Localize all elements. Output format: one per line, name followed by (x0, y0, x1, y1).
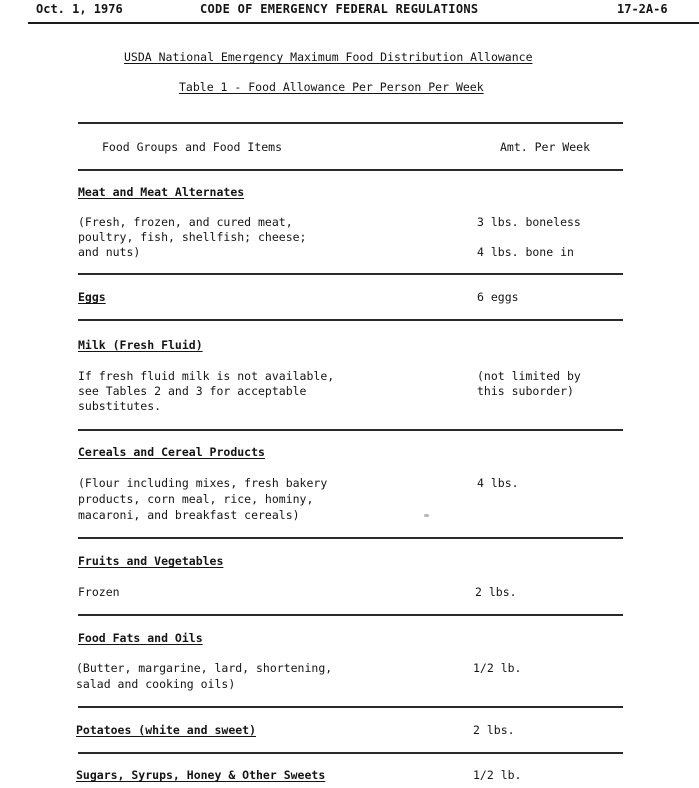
category-eggs: Eggs (78, 290, 106, 304)
column-header-food-groups: Food Groups and Food Items (102, 140, 283, 154)
header-date: Oct. 1, 1976 (36, 2, 123, 16)
potatoes-amount: 2 lbs. (473, 723, 515, 737)
category-milk: Milk (Fresh Fluid) (78, 338, 203, 352)
category-cereals: Cereals and Cereal Products (78, 445, 265, 459)
milk-desc-line-2: see Tables 2 and 3 for acceptable (78, 384, 307, 398)
row-rule (78, 706, 623, 708)
fats-desc-line-1: (Butter, margarine, lard, shortening, (76, 661, 333, 675)
row-rule (78, 319, 623, 321)
cereals-desc-line-3: macaroni, and breakfast cereals) (78, 508, 300, 522)
milk-amount-line-2: this suborder) (477, 384, 574, 398)
fats-desc-line-2: salad and cooking oils) (76, 677, 236, 691)
category-meat: Meat and Meat Alternates (78, 185, 245, 199)
document-title: USDA National Emergency Maximum Food Distribution Allowance (124, 50, 533, 64)
meat-desc-line-2: poultry, fish, shellfish; cheese; (78, 230, 307, 244)
paper-smudge (424, 514, 429, 517)
column-header-amount: Amt. Per Week (500, 140, 591, 154)
column-header-rule (78, 169, 623, 171)
meat-desc-line-1: (Fresh, frozen, and cured meat, (78, 215, 293, 229)
category-fats-oils: Food Fats and Oils (78, 631, 203, 645)
milk-desc-line-1: If fresh fluid milk is not available, (78, 369, 335, 383)
header-rule (28, 22, 699, 24)
category-fruits-vegetables: Fruits and Vegetables (78, 554, 224, 568)
sugars-amount: 1/2 lb. (473, 768, 522, 782)
cereals-desc-line-1: (Flour including mixes, fresh bakery (78, 476, 328, 490)
table-top-rule (78, 122, 623, 124)
meat-amount-bone-in: 4 lbs. bone in (477, 245, 574, 259)
row-rule (78, 429, 623, 431)
row-rule (78, 273, 623, 275)
row-rule (78, 537, 623, 539)
row-rule (78, 614, 623, 616)
meat-amount-boneless: 3 lbs. boneless (477, 215, 581, 229)
meat-desc-line-3: and nuts) (78, 245, 141, 259)
fruits-desc-line-1: Frozen (78, 585, 120, 599)
eggs-amount: 6 eggs (477, 290, 519, 304)
cereals-amount: 4 lbs. (477, 476, 519, 490)
milk-desc-line-3: substitutes. (78, 399, 162, 413)
category-sugars-sweets: Sugars, Syrups, Honey & Other Sweets (76, 768, 326, 782)
category-potatoes: Potatoes (white and sweet) (76, 723, 257, 737)
milk-amount-line-1: (not limited by (477, 369, 581, 383)
row-rule (78, 752, 623, 754)
fruits-amount: 2 lbs. (475, 585, 517, 599)
fats-amount: 1/2 lb. (473, 661, 522, 675)
table-title: Table 1 - Food Allowance Per Person Per Week (179, 80, 484, 94)
header-code: 17-2A-6 (617, 2, 668, 16)
cereals-desc-line-2: products, corn meal, rice, hominy, (78, 492, 314, 506)
header-title: CODE OF EMERGENCY FEDERAL REGULATIONS (200, 2, 479, 16)
